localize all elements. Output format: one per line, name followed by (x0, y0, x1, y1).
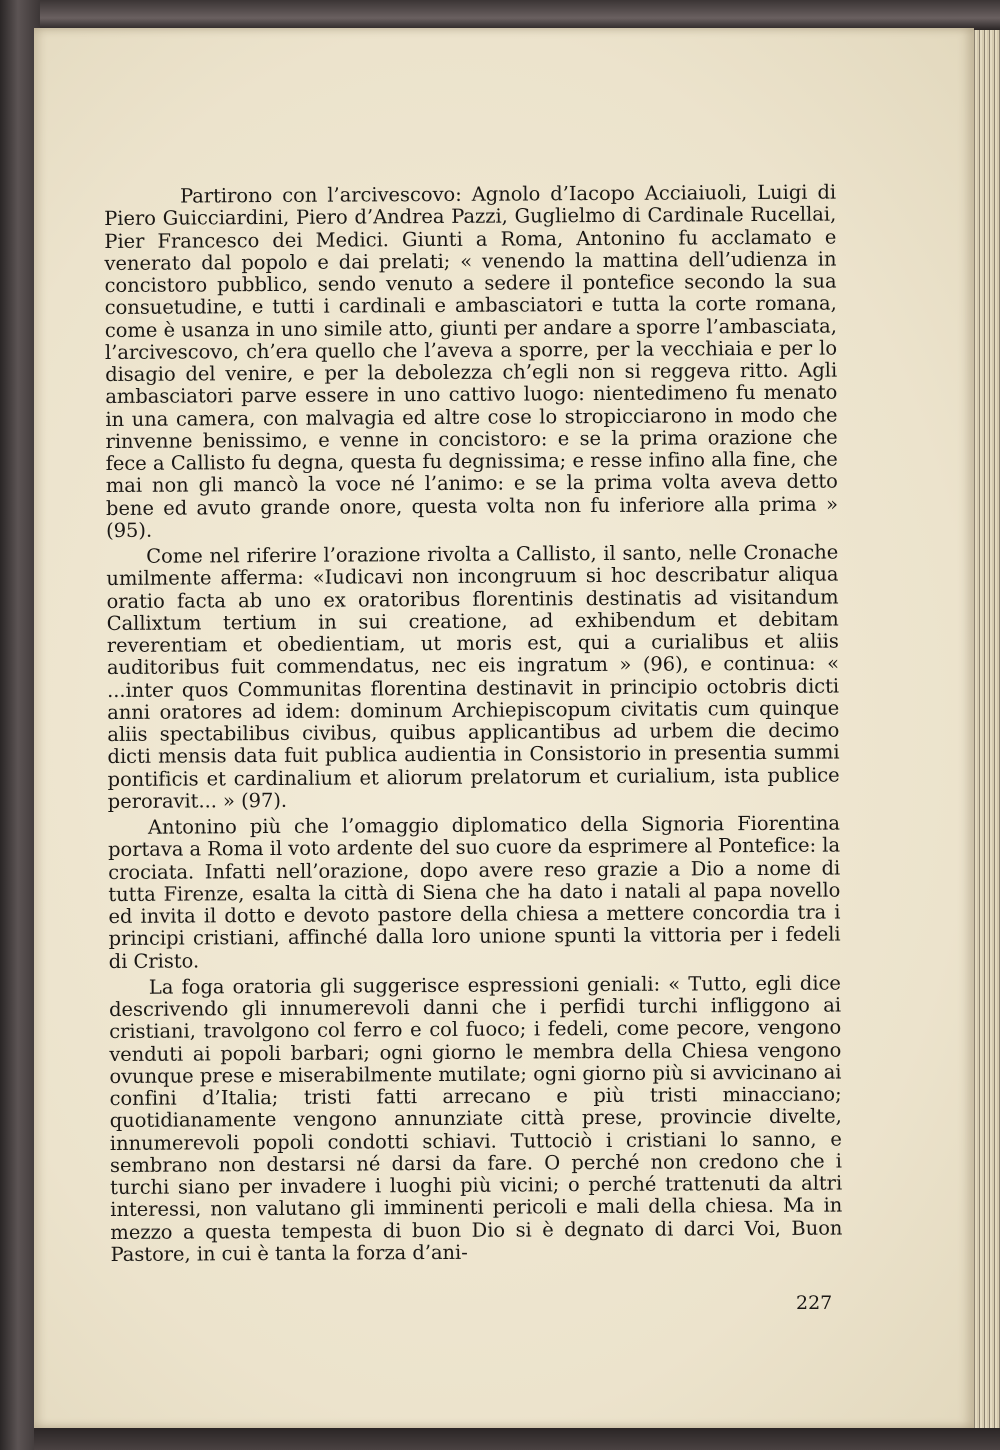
body-text (104, 182, 843, 1270)
page-number: 227 (796, 1292, 833, 1314)
book-cover-top-edge (0, 0, 1000, 30)
paragraph-4: La foga oratoria gli suggerisce espressioni geniali: « Tutto, egli dice descrivendo gli innumerevoli danni che i perfidi turchi infliggono ai cristiani, travolgono col ferro e col fuoco; i fedeli, come pecore, vengono venduti ai popoli barbari; ogni giorno le membra della Chiesa vengono ovunque prese e miserabilmente mutilate; ogni giorno più si avvicinano ai confini d’Italia; tristi fatti arrecano e più tristi minacciano; quotidianamente vengono annunziate città prese, provincie divelte, innumerevoli popoli condotti schiavi. Tuttociò i cristiani lo sanno, e sembrano non destarsi né darsi da fare. O perché non credono che i turchi siano per invadere i luoghi più vicini; o perché trattenuti da altri interessi, non valutano gli imminenti pericoli e mali della chiesa. Ma in mezzo a questa tempesta di buon Dio si è degnato di darci Voi, Buon Pastore, in cui è tanta la forza d’ani- (108, 971, 843, 1266)
book-cover-bottom-edge (34, 1428, 1000, 1450)
paragraph-1: Partirono con l’arcivescovo: Agnolo d’Iacopo Acciaiuoli, Luigi di Piero Guicciardini, Piero d’Andrea Pazzi, Guglielmo di Cardinale Rucellai, Pier Francesco dei Medici. Giunti a Roma, Antonino fu acclamato e venerato dal popolo e dai prelati; « venendo la mattina dell’udienza in concistoro pubblico, sendo venuto a sedere il pontefice secondo la sua consuetudine, e tutti i cardinali e ambasciatori e tutta la corte romana, come è usanza in uno simile atto, giunti per andare a sporre l’ambasciata, l’arcivescovo, ch’era quello che l’aveva a sporre, per la vecchiaia e per lo disagio del venire, e per la debolezza ch’egli non si reggeva ritto. Agli ambasciatori parve essere in uno cattivo luogo: nientedimeno fu menato in una camera, con malvagia ed altre cose lo stropicciarono in modo che rinvenne benissimo, e venne in concistoro: e se la prima orazione che fece a Callisto fu degna, questa fu degnissima; e resse infino alla fine, che mai non gli mancò la voce né l’animo: e se la prima volta aveva detto bene ed avuto grande onore, questa volta non fu inferiore alla prima » (95). (104, 180, 839, 542)
paragraph-3: Antonino più che l’omaggio diplomatico della Signoria Fiorentina portava a Roma il voto ardente del suo cuore da esprimere al Pontefice: la crociata. Infatti nell’orazione, dopo avere reso grazie a Dio a nome di tutta Firenze, esalta la città di Siena che ha dato i natali al papa novello ed invita il dotto e devoto pastore della chiesa a mettere concordia tra i principi cristiani, affinché dalla loro unione spunti la vittoria per i fedeli di Cristo. (107, 811, 841, 973)
paragraph-2: Come nel riferire l’orazione rivolta a Callisto, il santo, nelle Cronache umilmente afferma: «Iudicavi non incongruum si hoc describatur aliqua oratio facta ab uno ex oratoribus florentinis destinatis ad visitandum Callixtum tertium in sui creatione, ad exhibendum et debitam reverentiam et obedientiam, ut moris est, qui a curialibus et aliis auditoribus fuit commendatus, nec eis ingratum » (96), e continua: « ...inter quos Communitas florentina destinavit in principio octobris dicti anni oratores ad idem: dominum Archiepiscopum civitatis cum quinque aliis spectabilibus civibus, quibus applicantibus ad urbem die decimo dicti mensis data fuit publica audientia in Consistorio in presentia summi pontificis et cardinalium et aliorum prelatorum et curialium, ista publice peroravit... » (97). (106, 540, 840, 813)
page-stack-edges (972, 30, 1000, 1430)
